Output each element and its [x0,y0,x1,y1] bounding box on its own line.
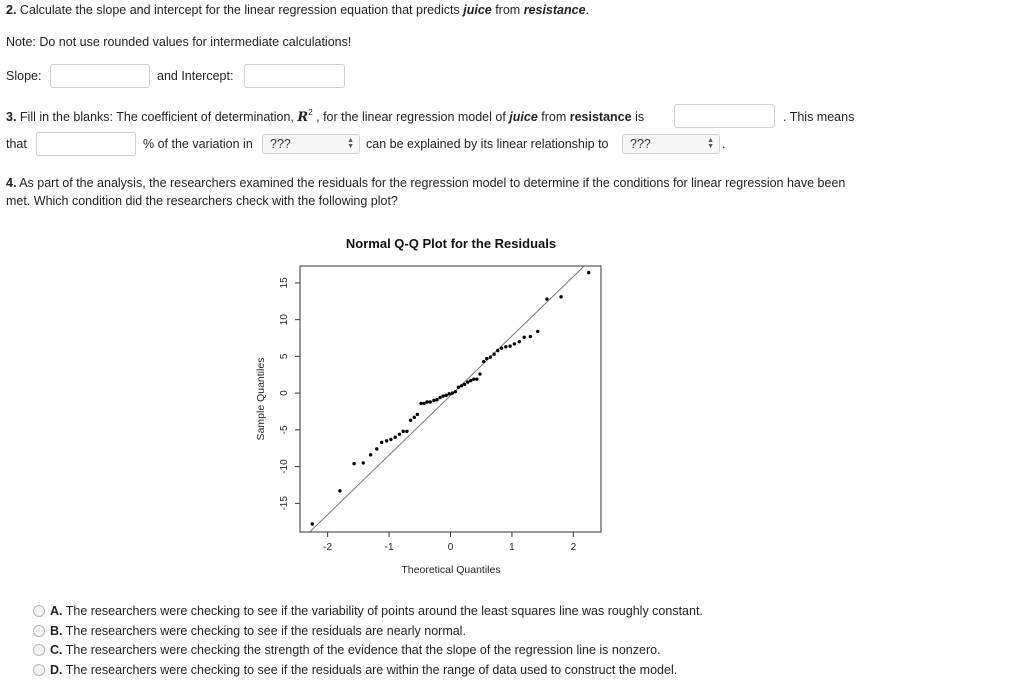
period: . [722,137,726,151]
y-tick-label: -5 [279,425,290,435]
data-point [432,399,435,402]
y-tick-label: 5 [279,353,290,360]
data-point [352,462,355,465]
data-point [504,345,507,348]
slope-label: Slope: [6,69,42,83]
option-c-text[interactable]: C. The researchers were checking the strength of the evidence that the slope of the regression line is nonzero. [50,643,661,657]
data-point [425,400,428,403]
data-point [518,340,521,343]
data-point [435,398,438,401]
x-tick-label: -1 [384,542,394,553]
option-b-text[interactable]: B. The researchers were checking to see if the residuals are nearly normal. [50,624,466,638]
data-point [419,402,422,405]
x-tick-label: 0 [447,542,454,553]
data-point [472,377,475,380]
option-c-radio[interactable] [33,644,45,656]
data-point [385,439,388,442]
q2-note: Note: Do not use rounded values for intermediate calculations! [6,35,352,49]
y-tick-label: -10 [279,459,290,474]
data-point [463,383,466,386]
y-axis-label: Sample Quantiles [255,357,267,441]
data-point [536,330,539,333]
data-point [413,416,416,419]
y-tick-label: 15 [279,277,290,289]
select-value: ??? [630,137,651,151]
dropdown-arrows-icon: ▲ ▼ [707,137,714,150]
plot-frame [300,266,601,532]
data-point [469,379,472,382]
option-a-text[interactable]: A. The researchers were checking to see if the variability of points around the least squares line was roughly constant. [50,604,703,618]
data-point [380,441,383,444]
data-point [398,433,401,436]
q2-prompt: 2. Calculate the slope and intercept for the linear regression equation that predicts juice from resistance. [6,3,590,17]
data-point [454,390,457,393]
data-point [545,297,548,300]
data-point [369,453,372,456]
data-point [500,347,503,350]
x-axis-label: Theoretical Quantiles [401,564,501,576]
data-point [441,394,444,397]
data-point [457,386,460,389]
data-point [311,522,314,525]
option-b-radio[interactable] [33,625,45,637]
data-point [513,342,516,345]
q3-prompt: 3. Fill in the blanks: The coefficient of determination, $R^2$ , for the linear regression model of juice from resistance is [6,108,645,125]
data-point [394,436,397,439]
y-tick-label: -15 [279,496,290,511]
data-point [438,396,441,399]
data-point [478,372,481,375]
select-value: ??? [270,137,291,151]
data-point [496,349,499,352]
data-point [523,336,526,339]
x-tick-label: 1 [509,542,515,553]
chart-title: Normal Q-Q Plot for the Residuals [345,236,557,251]
x-tick-label: -2 [323,542,333,553]
y-tick-label: 10 [279,314,290,326]
data-point [375,447,378,450]
data-point [402,430,405,433]
explained-text: can be explained by its linear relationship to [366,137,609,151]
data-point [559,295,562,298]
data-point [587,271,590,274]
option-d-text[interactable]: D. The researchers were checking to see if the residuals are within the range of data used to construct the model. [50,663,678,677]
data-point [338,489,341,492]
data-point [429,400,432,403]
that-text: that [6,137,27,151]
variation-text: % of the variation in [143,137,253,151]
data-point [405,430,408,433]
data-point [475,377,478,380]
data-point [466,380,469,383]
data-point [389,438,392,441]
option-a-radio[interactable] [33,605,45,617]
this-means-text: . This means [783,110,855,124]
data-point [482,360,485,363]
data-point [422,402,425,405]
y-tick-label: 0 [279,390,290,396]
data-point [445,394,448,397]
dropdown-arrows-icon: ▲ ▼ [347,137,354,150]
data-point [489,355,492,358]
data-point [451,391,454,394]
q4-prompt: 4. As part of the analysis, the researchers examined the residuals for the regression model to determine if the conditions for linear regression have been met. Which condition did the researchers check with the following plot? [6,176,846,208]
x-tick-label: 2 [570,542,577,553]
data-point [485,357,488,360]
data-point [448,392,451,395]
data-point [416,413,419,416]
data-point [529,335,532,338]
data-point [492,352,495,355]
data-point [508,344,511,347]
reference-line [310,266,585,532]
data-point [409,419,412,422]
option-d-radio[interactable] [33,664,45,676]
data-point [362,461,365,464]
data-point [460,384,463,387]
intercept-label: and Intercept: [157,69,234,83]
